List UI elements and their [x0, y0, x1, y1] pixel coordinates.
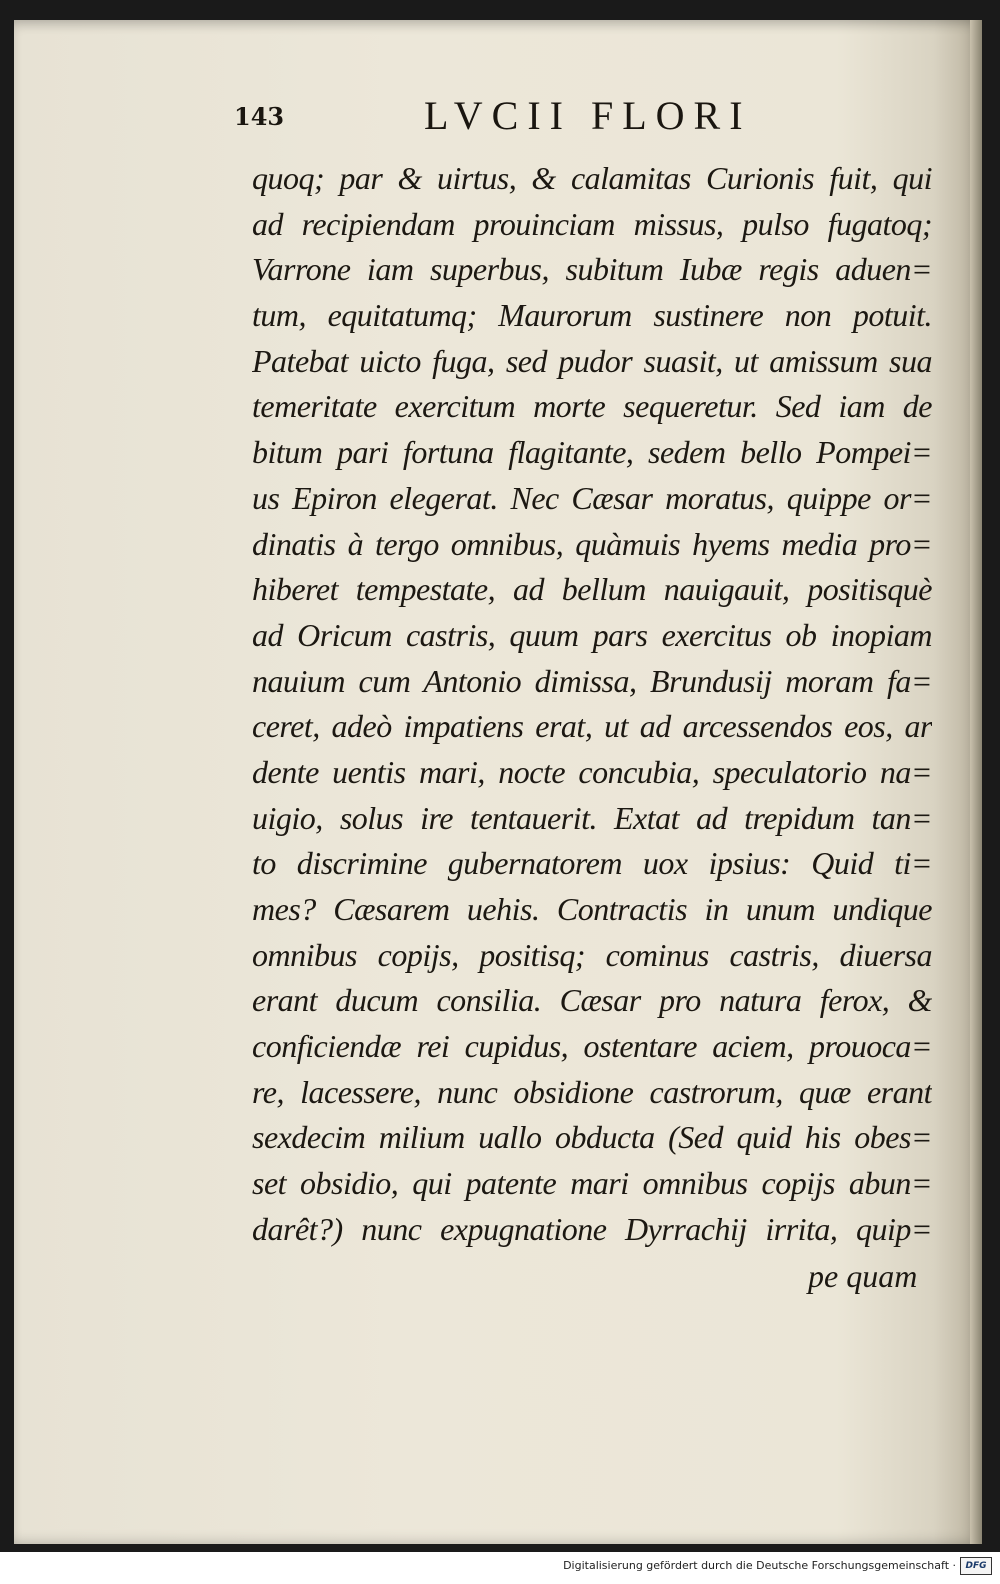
text-line: ceret, adeò impatiens erat, ut ad arcessendos eos, ar	[252, 708, 932, 745]
text-line: Patebat uicto fuga, sed pudor suasit, ut amissum sua	[252, 342, 932, 379]
text-line: nauium cum Antonio dimissa, Brundusij moram fa=	[252, 662, 932, 699]
text-line: dinatis à tergo omnibus, quàmuis hyems media pro=	[252, 525, 932, 562]
text-line: conficiendæ rei cupidus, ostentare aciem, prouoca=	[252, 1028, 932, 1065]
text-line: mes? Cæsarem uehis. Contractis in unum undique	[252, 891, 932, 927]
text-line: to discrimine gubernatorem uox ipsius: Quid ti=	[252, 845, 932, 882]
text-line: quoq; par & uirtus, & calamitas Curionis fuit, qui	[252, 160, 932, 196]
text-line: sexdecim milium uallo obducta (Sed quid his obes=	[252, 1119, 932, 1156]
catchword: pe quam	[808, 1258, 918, 1294]
text-line: tum, equitatumq; Maurorum sustinere non potuit.	[252, 297, 932, 334]
text-line: ad recipiendam prouinciam missus, pulso fugatoq;	[252, 205, 932, 242]
text-line: re, lacessere, nunc obsidione castrorum, quæ erant	[252, 1073, 932, 1110]
running-title: LVCII FLORI	[424, 93, 752, 138]
footer-bar	[0, 1552, 1000, 1584]
text-line: bitum pari fortuna flagitante, sedem bello Pompei=	[252, 434, 932, 471]
text-line: uigio, solus ire tentauerit. Extat ad trepidum tan=	[252, 799, 932, 836]
text-line: omnibus copijs, positisq; cominus castris, diuersa	[252, 936, 932, 973]
page-gutter-edge	[970, 20, 982, 1544]
text-line: Varrone iam superbus, subitum Iubæ regis aduen=	[252, 251, 932, 288]
text-line: dente uentis mari, nocte concubia, speculatorio na=	[252, 753, 932, 790]
dfg-logo: DFG	[960, 1557, 992, 1575]
text-line: ad Oricum castris, quum pars exercitus ob inopiam	[252, 616, 932, 653]
funding-credit: Digitalisierung gefördert durch die Deutsche Forschungsgemeinschaft ·	[563, 1559, 956, 1572]
text-line: darêt?) nunc expugnatione Dyrrachij irrita, quip=	[252, 1210, 932, 1247]
text-line: erant ducum consilia. Cæsar pro natura ferox, &	[252, 982, 932, 1019]
running-head	[234, 92, 794, 142]
text-line: us Epiron elegerat. Nec Cæsar moratus, quippe or=	[252, 479, 932, 516]
text-line: temeritate exercitum morte sequeretur. Sed iam de	[252, 388, 932, 425]
text-line: set obsidio, qui patente mari omnibus copijs abun=	[252, 1165, 932, 1202]
body-text	[252, 156, 932, 1253]
page-number: 143	[234, 102, 285, 131]
text-line: hiberet tempestate, ad bellum nauigauit, positisquè	[252, 571, 932, 608]
